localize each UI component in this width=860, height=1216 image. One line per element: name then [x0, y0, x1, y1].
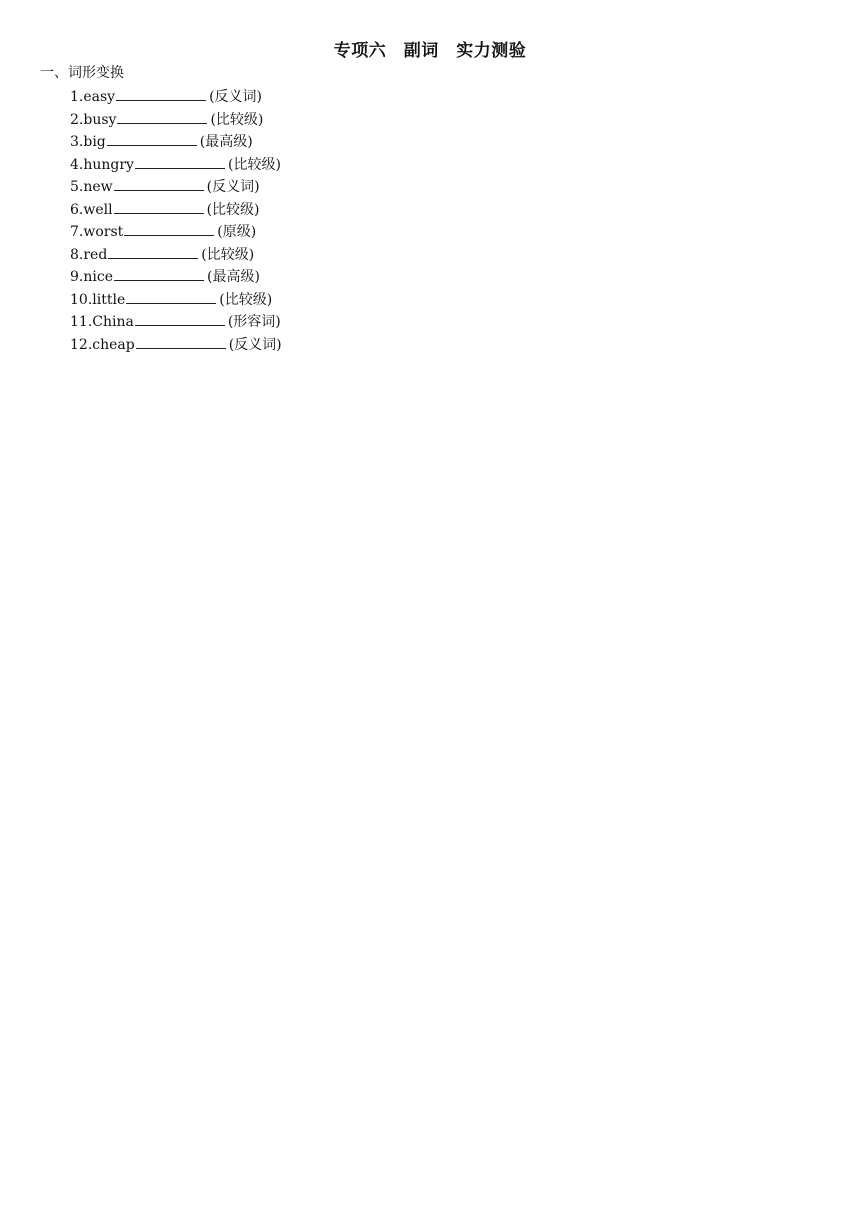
answer-blank[interactable]: [114, 199, 204, 214]
exercise-item: [70, 109, 282, 132]
section-heading: 一、词形变换: [40, 65, 124, 81]
exercise-prompt: 3.big: [70, 134, 106, 150]
exercise-item: [70, 266, 282, 289]
exercise-prompt: 2.busy: [70, 111, 117, 128]
page-title: 专项六 副词 实力测验: [333, 41, 527, 61]
answer-blank[interactable]: [117, 109, 207, 124]
exercise-prompt: 9.nice: [70, 269, 113, 285]
exercise-prompt: 5.new: [70, 179, 113, 195]
exercise-prompt: 7.worst: [70, 224, 124, 240]
exercise-hint: (比较级): [227, 156, 281, 173]
exercise-list: [70, 86, 282, 356]
exercise-prompt: 10.little: [70, 291, 126, 308]
exercise-hint: (形容词): [227, 314, 281, 330]
answer-blank[interactable]: [114, 266, 204, 281]
exercise-hint: (原级): [217, 224, 257, 240]
exercise-hint: (比较级): [206, 201, 260, 218]
exercise-prompt: 8.red: [70, 246, 108, 263]
exercise-hint: (反义词): [206, 179, 260, 195]
exercise-hint: (反义词): [228, 336, 282, 353]
answer-blank[interactable]: [107, 131, 197, 146]
exercise-item: [70, 199, 282, 222]
exercise-hint: (反义词): [209, 89, 263, 105]
answer-blank[interactable]: [135, 154, 225, 169]
exercise-prompt: 12.cheap: [70, 336, 135, 353]
exercise-prompt: 6.well: [70, 201, 113, 218]
exercise-item: [70, 334, 282, 357]
exercise-item: [70, 244, 282, 267]
exercise-prompt: 11.China: [70, 314, 134, 330]
exercise-hint: (比较级): [201, 246, 255, 263]
exercise-item: [70, 176, 282, 199]
answer-blank[interactable]: [126, 289, 216, 304]
exercise-hint: (比较级): [219, 291, 273, 308]
exercise-item: [70, 311, 282, 334]
exercise-item: [70, 131, 282, 154]
exercise-item: [70, 289, 282, 312]
exercise-item: [70, 86, 282, 109]
exercise-hint: (比较级): [210, 111, 264, 128]
exercise-item: [70, 221, 282, 244]
exercise-hint: (最高级): [206, 269, 260, 285]
answer-blank[interactable]: [135, 311, 225, 326]
exercise-hint: (最高级): [199, 134, 253, 150]
exercise-item: [70, 154, 282, 177]
answer-blank[interactable]: [124, 221, 214, 236]
answer-blank[interactable]: [116, 86, 206, 101]
exercise-prompt: 4.hungry: [70, 156, 134, 173]
answer-blank[interactable]: [108, 244, 198, 259]
answer-blank[interactable]: [136, 334, 226, 349]
exercise-prompt: 1.easy: [70, 89, 116, 105]
answer-blank[interactable]: [114, 176, 204, 191]
